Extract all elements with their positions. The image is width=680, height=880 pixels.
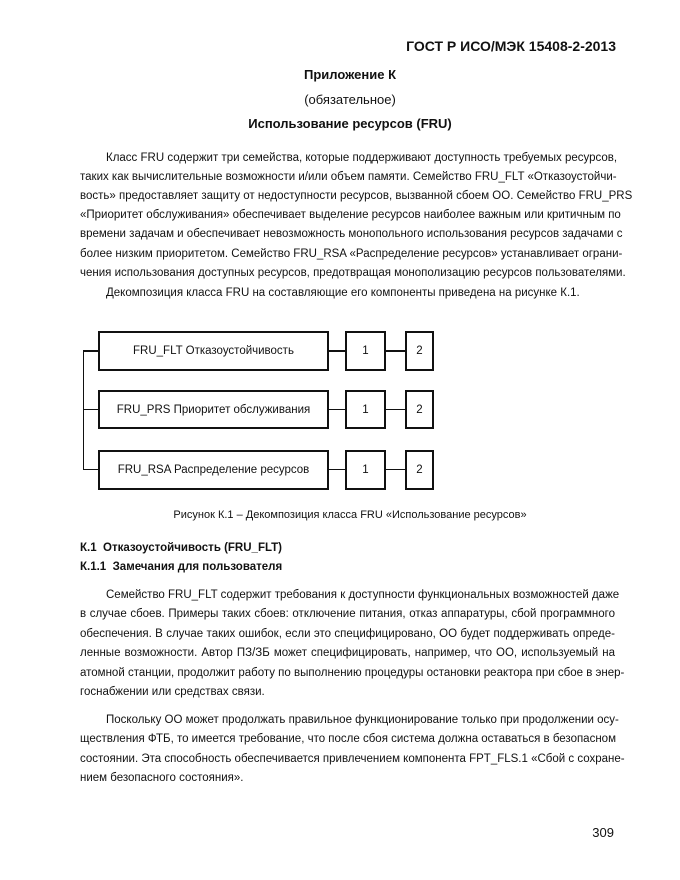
page-number: 309 bbox=[592, 825, 614, 840]
connector-line bbox=[83, 350, 99, 352]
text-line: Поскольку ОО может продолжать правильное функционирование только при продолжении осу- bbox=[106, 714, 619, 726]
connector-line bbox=[385, 469, 406, 470]
subsection-title: К.1.1 Замечания для пользователя bbox=[80, 561, 283, 573]
component-box-1: 1 bbox=[345, 450, 386, 490]
connector-line bbox=[328, 469, 346, 470]
connector-line bbox=[385, 350, 406, 352]
text-line: таких как вычислительные возможности и/или объем памяти. Семейство FRU_FLT «Отказоустойчи- bbox=[80, 171, 617, 183]
text-line: состоянии. Эта способность обеспечивается привлечением компонента FPT_FLS.1 «Сбой с сохране- bbox=[80, 753, 625, 765]
text-line: ществления ФТБ, то имеется требование, что после сбоя система должна оставаться в безопасном bbox=[80, 733, 616, 745]
connector-line bbox=[328, 350, 346, 352]
connector-line bbox=[83, 409, 99, 410]
family-box-flt: FRU_FLT Отказоустойчивость bbox=[98, 331, 329, 371]
component-box-1: 1 bbox=[345, 390, 386, 429]
text-line: Класс FRU содержит три семейства, которые поддерживают доступность требуемых ресурсов, bbox=[106, 152, 618, 164]
text-line: атомной станции, продолжит работу по выполнению процедуры остановки реактора при сбое в энер- bbox=[80, 667, 625, 679]
text-line: госнабжении или средствах связи. bbox=[80, 686, 265, 698]
connector-line bbox=[328, 409, 346, 410]
text-line: вость» предоставляет защиту от недоступности ресурсов, вызванной сбоем ОО. Семейство FRU_PRS bbox=[80, 190, 633, 202]
family-box-rsa: FRU_RSA Распределение ресурсов bbox=[98, 450, 329, 490]
family-box-prs: FRU_PRS Приоритет обслуживания bbox=[98, 390, 329, 429]
figure-caption: Рисунок К.1 – Декомпозиция класса FRU «Использование ресурсов» bbox=[173, 509, 527, 521]
standard-header: ГОСТ Р ИСО/МЭК 15408-2-2013 bbox=[406, 38, 616, 54]
text-line: «Приоритет обслуживания» обеспечивает выделение ресурсов наиболее важным или критичным по bbox=[80, 209, 621, 221]
text-line: Семейство FRU_FLT содержит требования к доступности функциональных возможностей даже bbox=[106, 589, 620, 601]
component-box-2: 2 bbox=[405, 390, 434, 429]
appendix-title: Приложение К bbox=[303, 67, 397, 82]
appendix-heading: Использование ресурсов (FRU) bbox=[248, 116, 452, 131]
appendix-status: (обязательное) bbox=[304, 92, 396, 107]
component-box-1: 1 bbox=[345, 331, 386, 371]
text-line: нием безопасного состояния». bbox=[80, 772, 244, 784]
connector-line bbox=[83, 469, 99, 470]
section-title: К.1 Отказоустойчивость (FRU_FLT) bbox=[80, 542, 282, 554]
text-line: времени задачам и обеспечивает невозможность монопольного использования ресурсов задачами с bbox=[80, 228, 623, 240]
text-line: более низким приоритетом. Семейство FRU_RSA «Распределение ресурсов» устанавливает ограни- bbox=[80, 248, 623, 260]
component-box-2: 2 bbox=[405, 450, 434, 490]
decomposition-text: Декомпозиция класса FRU на составляющие его компоненты приведена на рисунке К.1. bbox=[106, 287, 580, 299]
text-line: обеспечения. В случае таких ошибок, если это специфицировано, ОО будет поддерживать опреде- bbox=[80, 628, 615, 640]
connector-line bbox=[385, 409, 406, 410]
component-box-2: 2 bbox=[405, 331, 434, 371]
text-line: чения использования доступных ресурсов, предотвращая монополизацию ресурсов пользователями. bbox=[80, 267, 626, 279]
text-line: в случае сбоев. Примеры таких сбоев: отключение питания, отказ аппаратуры, сбой программного bbox=[80, 608, 615, 620]
text-line: ленные возможности. Автор ПЗ/ЗБ может специфицировать, например, что ОО, используемый на bbox=[80, 647, 615, 659]
